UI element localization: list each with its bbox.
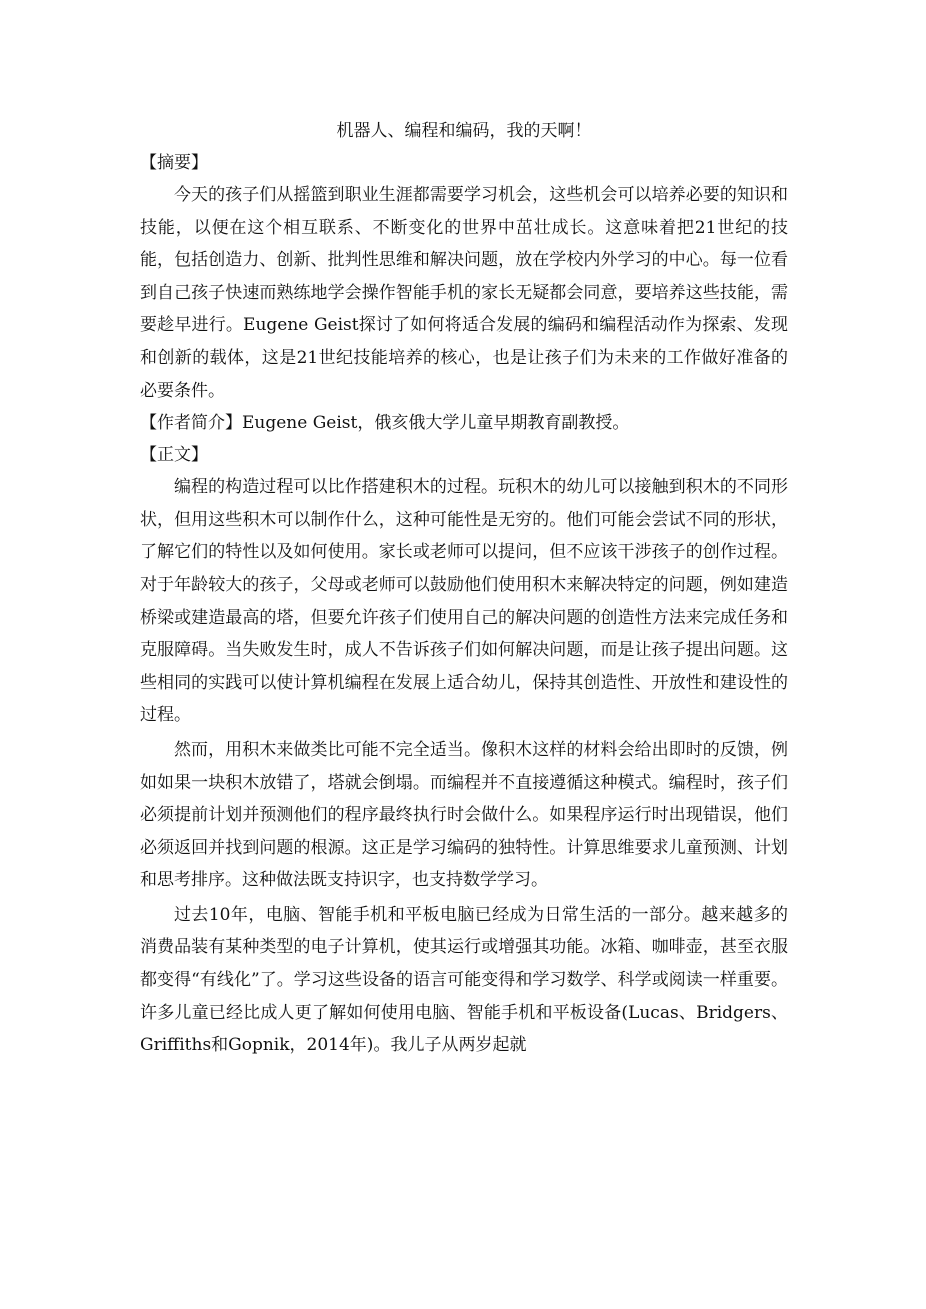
document-page (140, 115, 788, 1062)
body-paragraph-2: 然而，用积木来做类比可能不完全适当。像积木这样的材料会给出即时的反馈，例如如果一块积木放错了，塔就会倒塌。而编程并不直接遵循这种模式。编程时，孩子们必须提前计划并预测他们的程序最终执行时会做什么。如果程序运行时出现错误，他们必须返回并找到问题的根源。这正是学习编码的独特性。计算思维要求儿童预测、计划和思考排序。这种做法既支持识字，也支持数学学习。 (140, 739, 788, 891)
abstract-heading: 【摘要】 (140, 153, 208, 173)
body-heading: 【正文】 (140, 445, 208, 466)
abstract-paragraph: 今天的孩子们从摇篮到职业生涯都需要学习机会，这些机会可以培养必要的知识和技能，以便在这个相互联系、不断变化的世界中茁壮成长。这意味着把21世纪的技能，包括创造力、创新、批判性思维和解决问题，放在学校内外学习的中心。每一位看到自己孩子快速而熟练地学会操作智能手机的家长无疑都会同意，要培养这些技能，需要趁早进行。Eugene Geist探讨了如何将适合发展的编码和编程活动作为探索、发现和创新的载体，这是21世纪技能培养的核心，也是让孩子们为未来的工作做好准备的必要条件。 (140, 185, 788, 401)
body-paragraph-1: 编程的构造过程可以比作搭建积木的过程。玩积木的幼儿可以接触到积木的不同形状，但用这些积木可以制作什么，这种可能性是无穷的。他们可能会尝试不同的形状，了解它们的特性以及如何使用。家长或老师可以提问，但不应该干涉孩子的创作过程。对于年龄较大的孩子，父母或老师可以鼓励他们使用积木来解决特定的问题，例如建造桥梁或建造最高的塔，但要允许孩子们使用自己的解决问题的创造性方法来完成任务和克服障碍。当失败发生时，成人不告诉孩子们如何解决问题，而是让孩子提出问题。这些相同的实践可以使计算机编程在发展上适合幼儿，保持其创造性、开放性和建设性的过程。 (140, 477, 788, 726)
author-label: 【作者简介】 (140, 413, 242, 434)
page-title: 机器人、编程和编码，我的天啊！ (336, 121, 592, 141)
author-text: Eugene Geist，俄亥俄大学儿童早期教育副教授。 (242, 413, 630, 434)
author-intro (140, 407, 788, 439)
body-paragraph-3: 过去10年，电脑、智能手机和平板电脑已经成为日常生活的一部分。越来越多的消费品装有某种类型的电子计算机，使其运行或增强其功能。冰箱、咖啡壶，甚至衣服都变得“有线化”了。学习这些设备的语言可能变得和学习数学、科学或阅读一样重要。许多儿童已经比成人更了解如何使用电脑、智能手机和平板设备(Lucas、Bridgers、Griffiths和Gopnik，2014年)。我儿子从两岁起就 (140, 904, 788, 1056)
